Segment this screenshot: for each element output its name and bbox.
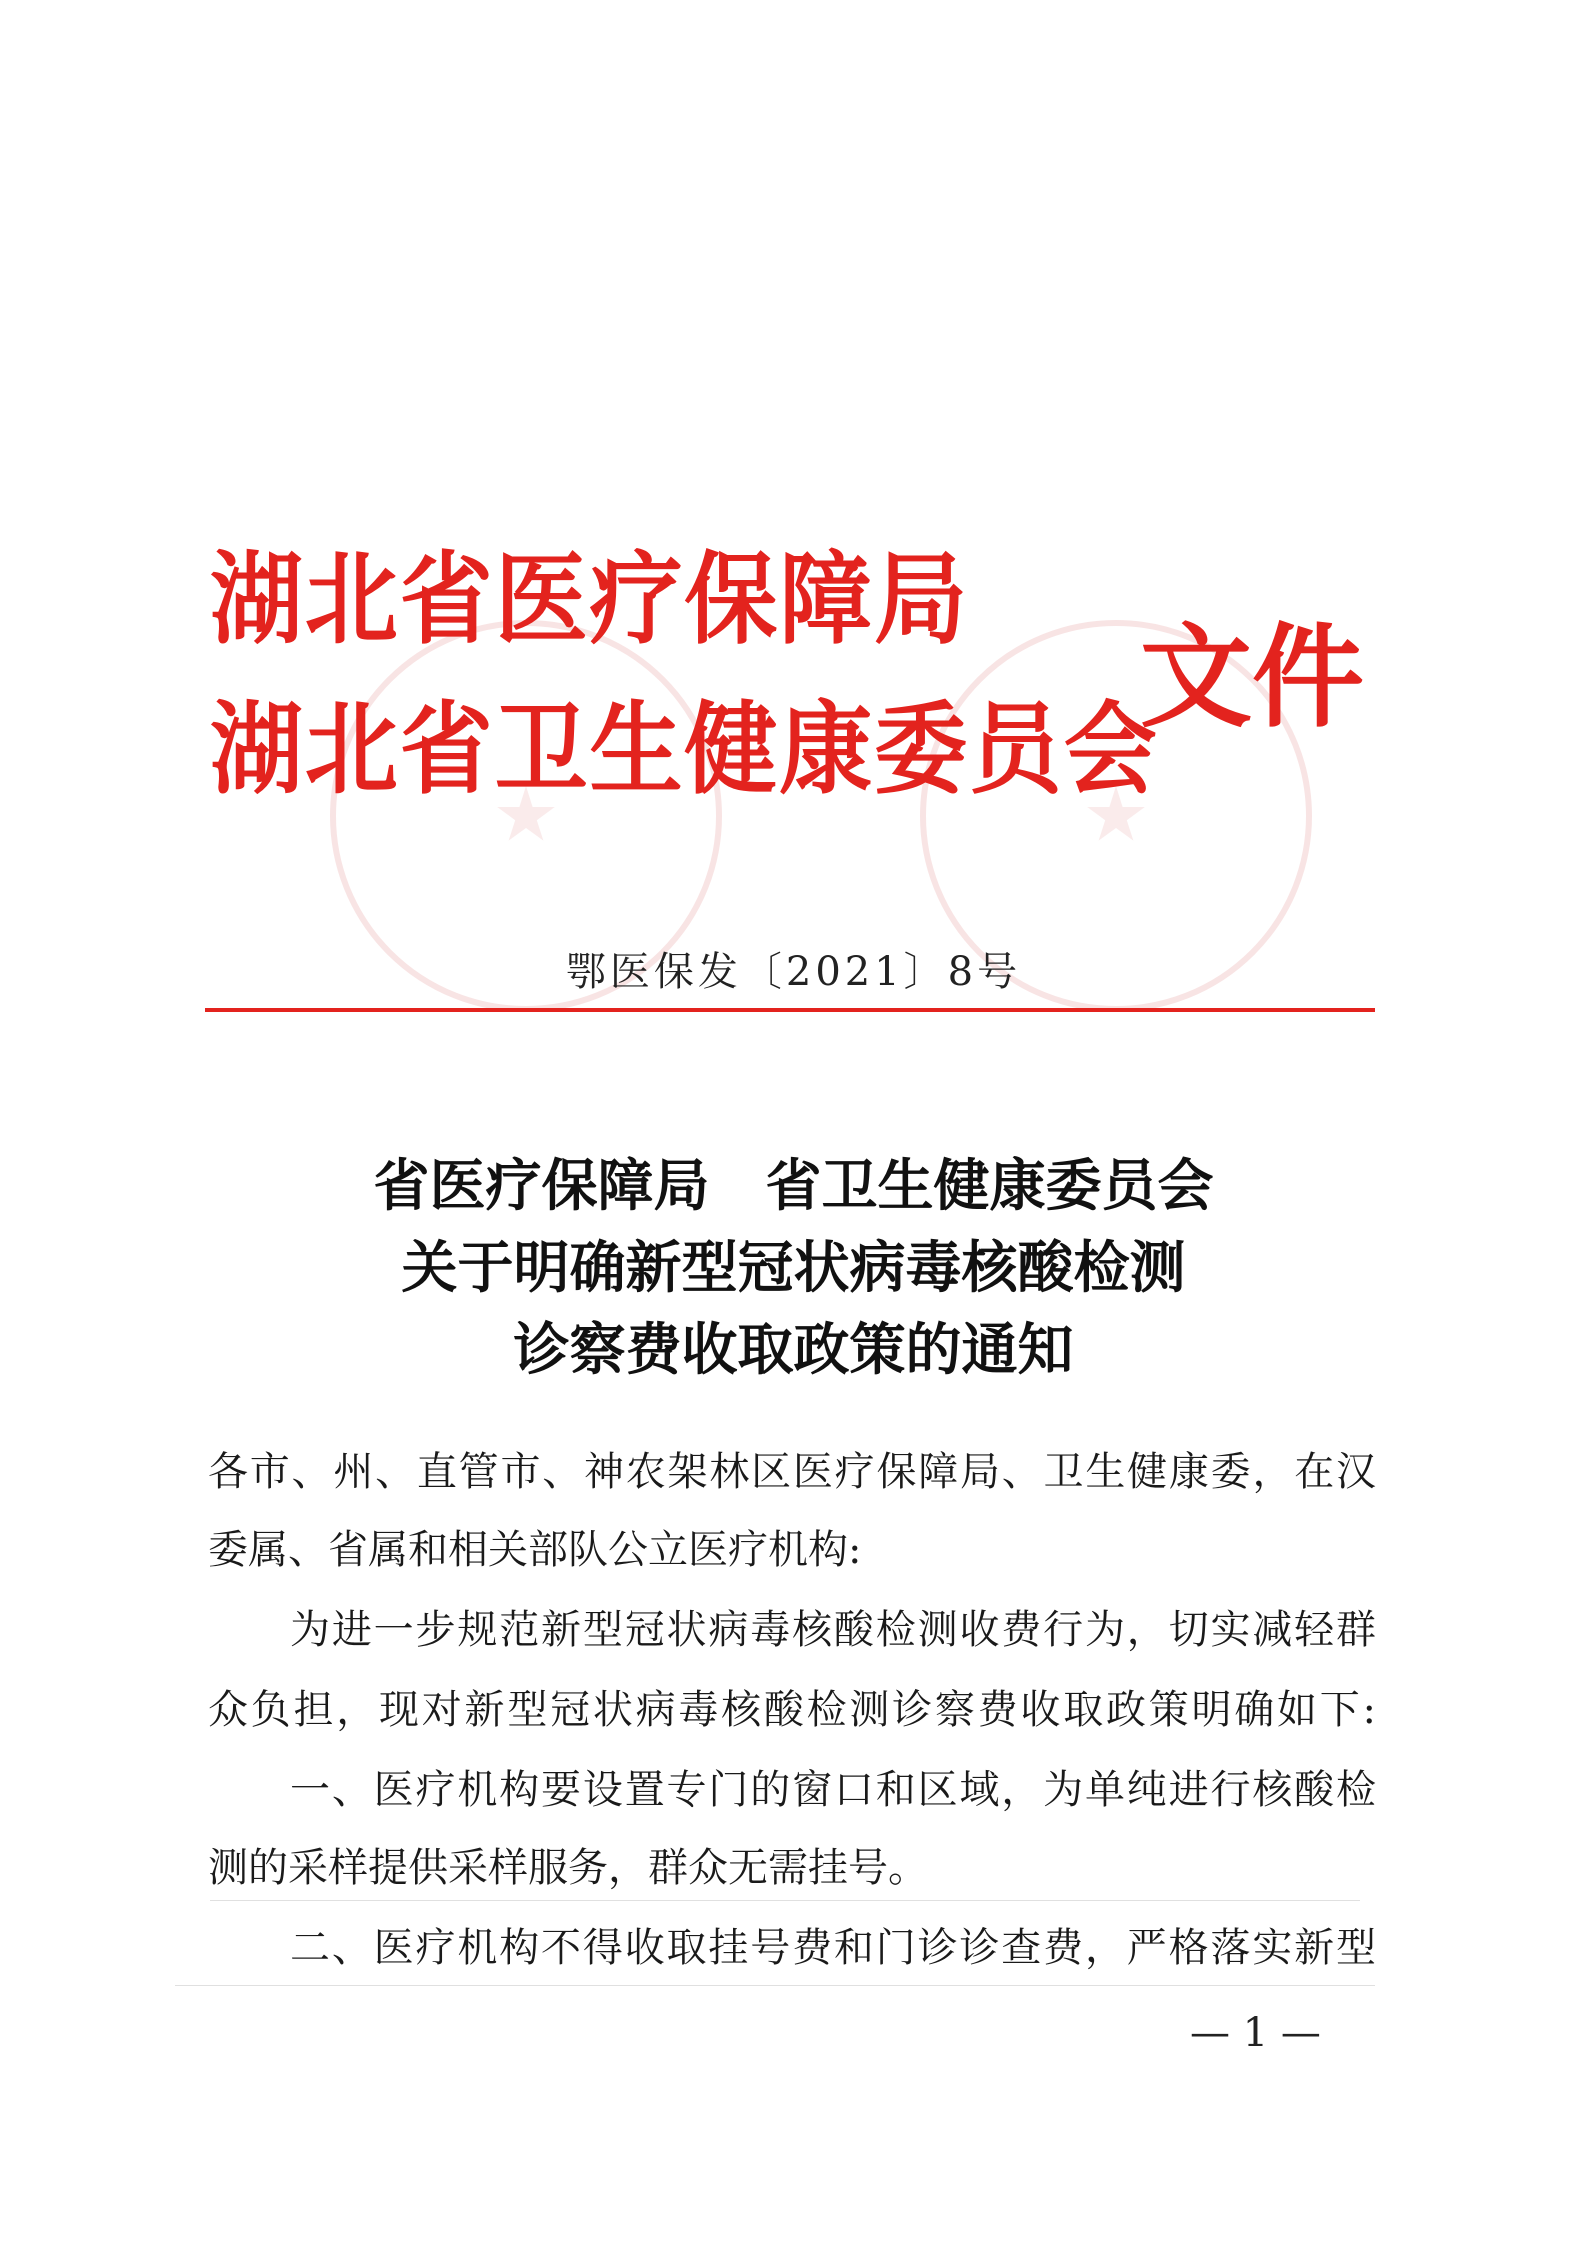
title-line-3: 诊察费收取政策的通知 (513, 1317, 1074, 1383)
scan-line-1 (210, 1900, 1360, 1901)
red-divider (205, 1008, 1375, 1012)
letterhead-org-1: 湖北省医疗保障局 (210, 541, 969, 658)
letterhead-org-2: 湖北省卫生健康委员会 (210, 691, 1159, 808)
page-number: — 1 — (1190, 2010, 1321, 2056)
recipients-line-1: 各市、州、直管市、神农架林区医疗保障局、卫生健康委，在汉 (208, 1449, 1376, 1495)
scan-line-2 (175, 1985, 1375, 1986)
item-2-line-1: 二、医疗机构不得收取挂号费和门诊诊查费，严格落实新型 (290, 1925, 1376, 1971)
item-1-line-2: 测的采样提供采样服务，群众无需挂号。 (208, 1845, 928, 1891)
title-line-2: 关于明确新型冠状病毒核酸检测 (401, 1235, 1186, 1301)
document-number: 鄂医保发〔2021〕8号 (565, 949, 1022, 995)
paragraph-1-line-2: 众负担，现对新型冠状病毒核酸检测诊察费收取政策明确如下: (208, 1687, 1376, 1733)
title-line-1: 省医疗保障局 省卫生健康委员会 (373, 1153, 1214, 1219)
item-1-line-1: 一、医疗机构要设置专门的窗口和区域，为单纯进行核酸检 (290, 1767, 1376, 1813)
letterhead-doc-type: 文件 (1140, 613, 1364, 743)
recipients-line-2: 委属、省属和相关部队公立医疗机构: (208, 1527, 862, 1573)
paragraph-1-line-1: 为进一步规范新型冠状病毒核酸检测收费行为，切实减轻群 (290, 1607, 1376, 1653)
